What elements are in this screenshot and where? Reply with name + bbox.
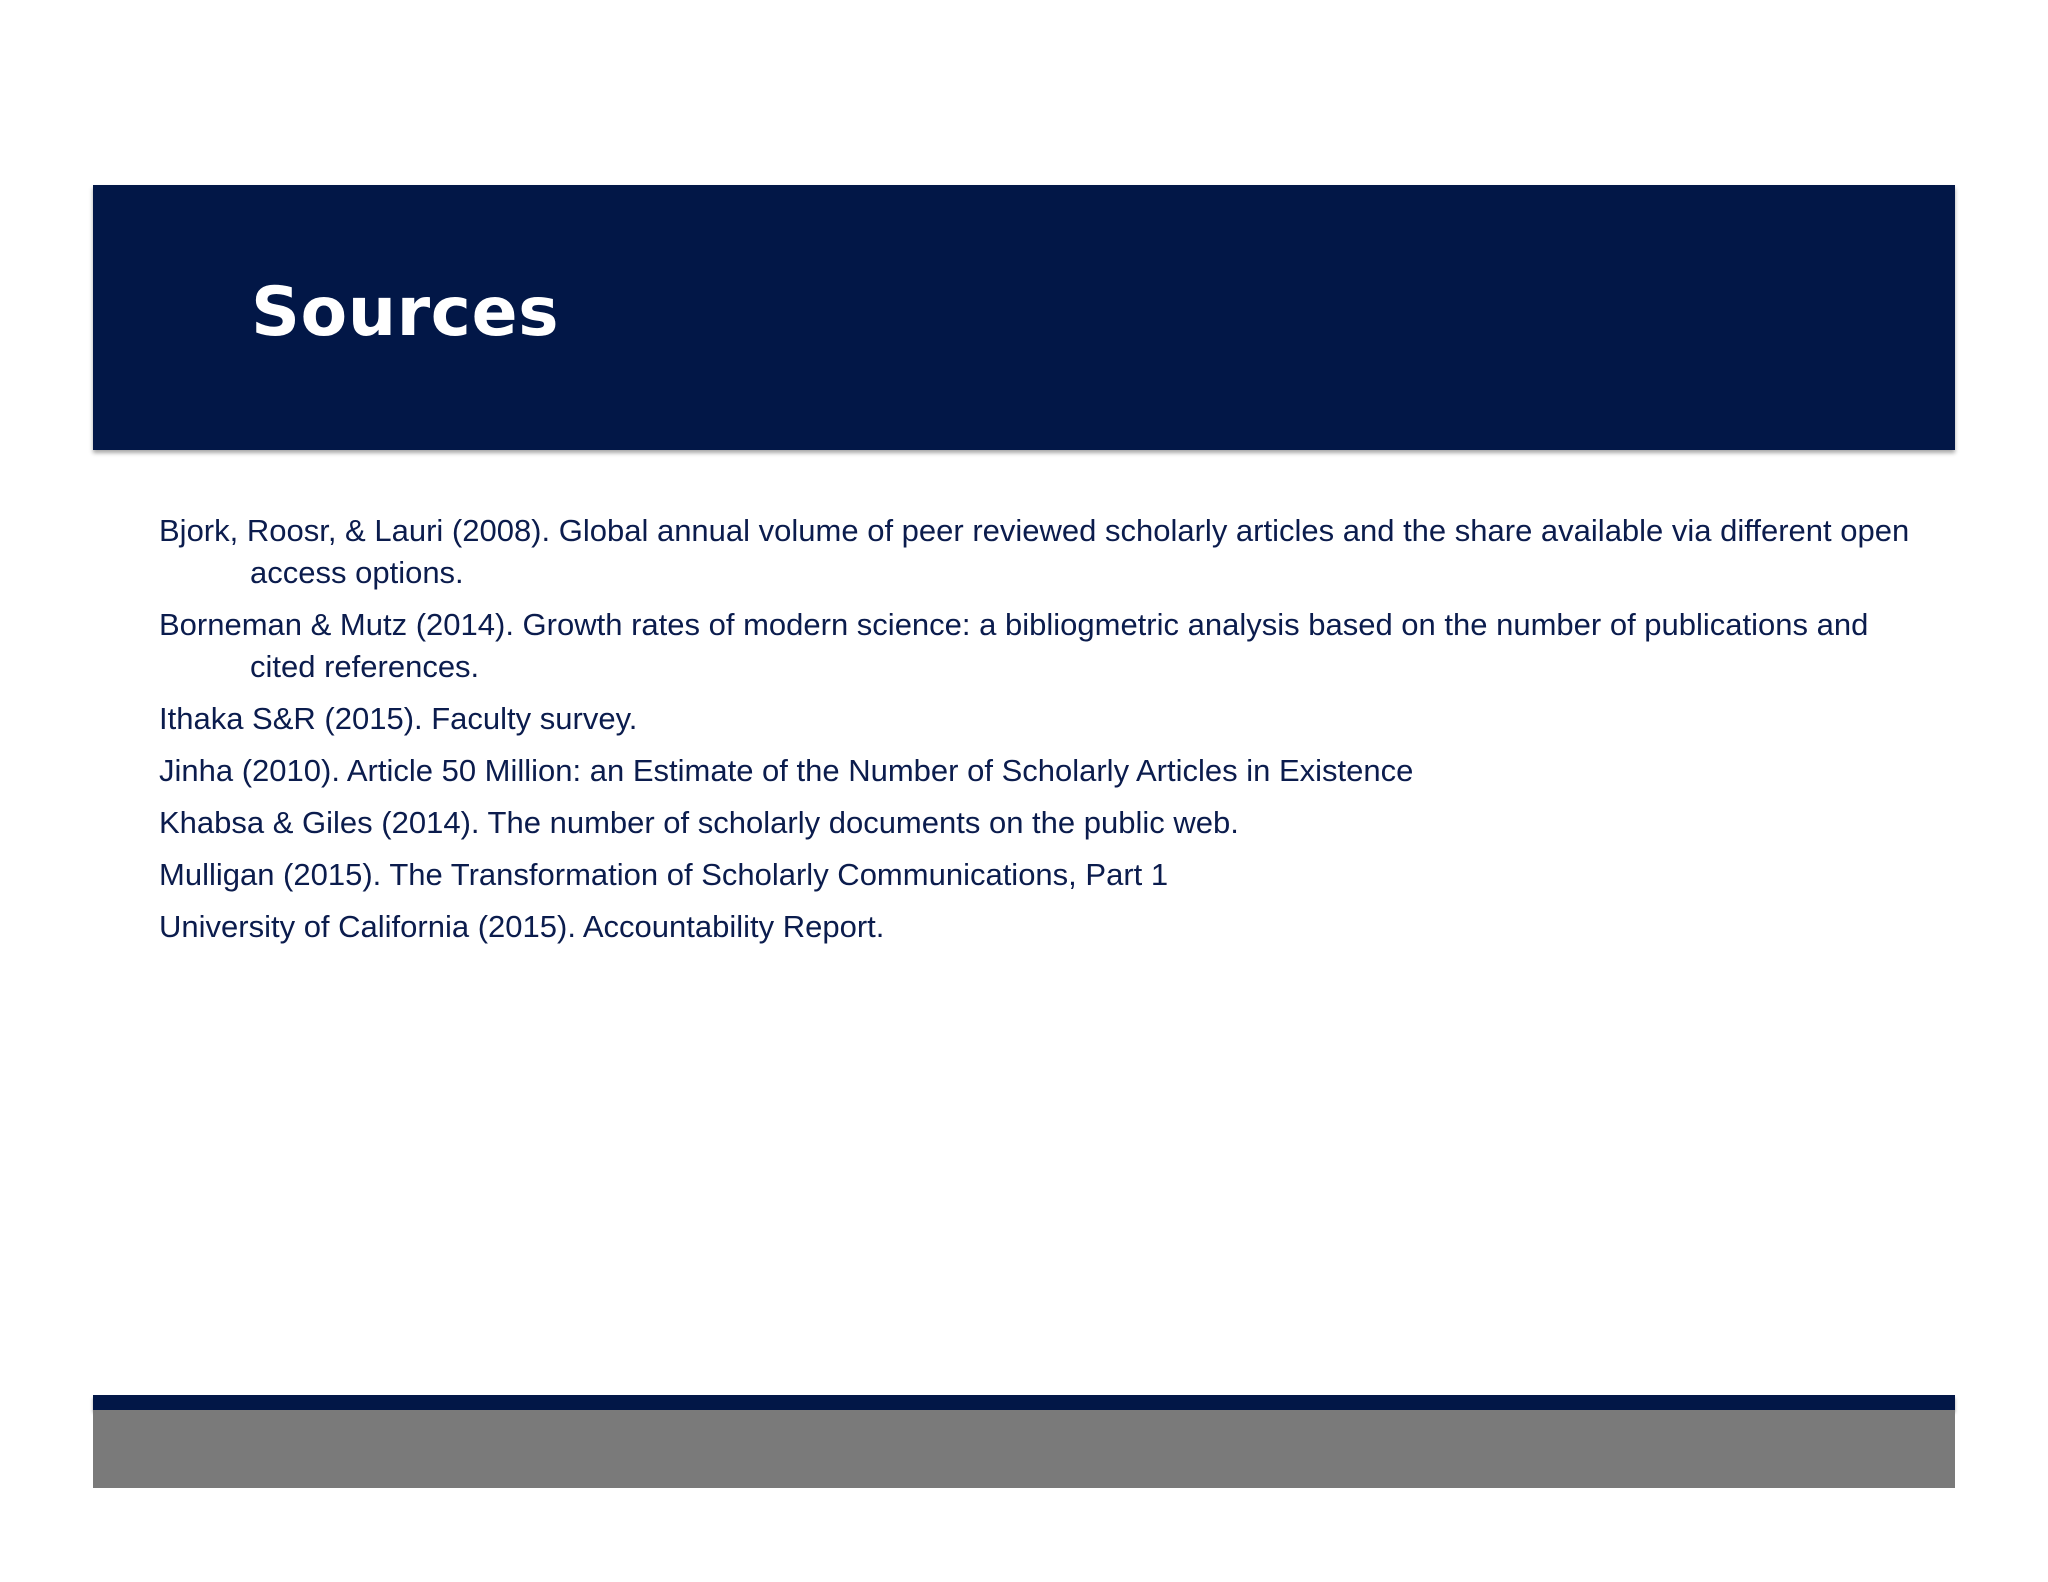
source-entry: University of California (2015). Accountability Report. <box>159 909 885 944</box>
slide-title: Sources <box>251 273 560 352</box>
source-entry: Borneman & Mutz (2014). Growth rates of modern science: a bibliogmetric analysis based on the number of publications and cited references. <box>159 607 1869 684</box>
source-entry: Jinha (2010). Article 50 Million: an Estimate of the Number of Scholarly Articles in Existence <box>159 753 1414 788</box>
sources-list <box>159 510 1919 958</box>
title-banner <box>93 185 1955 450</box>
source-entry: Khabsa & Giles (2014). The number of scholarly documents on the public web. <box>159 805 1239 840</box>
footer-band <box>93 1410 1955 1488</box>
footer-accent-bar <box>93 1395 1955 1410</box>
source-entry: Mulligan (2015). The Transformation of Scholarly Communications, Part 1 <box>159 857 1169 892</box>
source-entry: Ithaka S&R (2015). Faculty survey. <box>159 701 638 736</box>
source-entry: Bjork, Roosr, & Lauri (2008). Global annual volume of peer reviewed scholarly articles and the share available via different open access options. <box>159 513 1910 590</box>
